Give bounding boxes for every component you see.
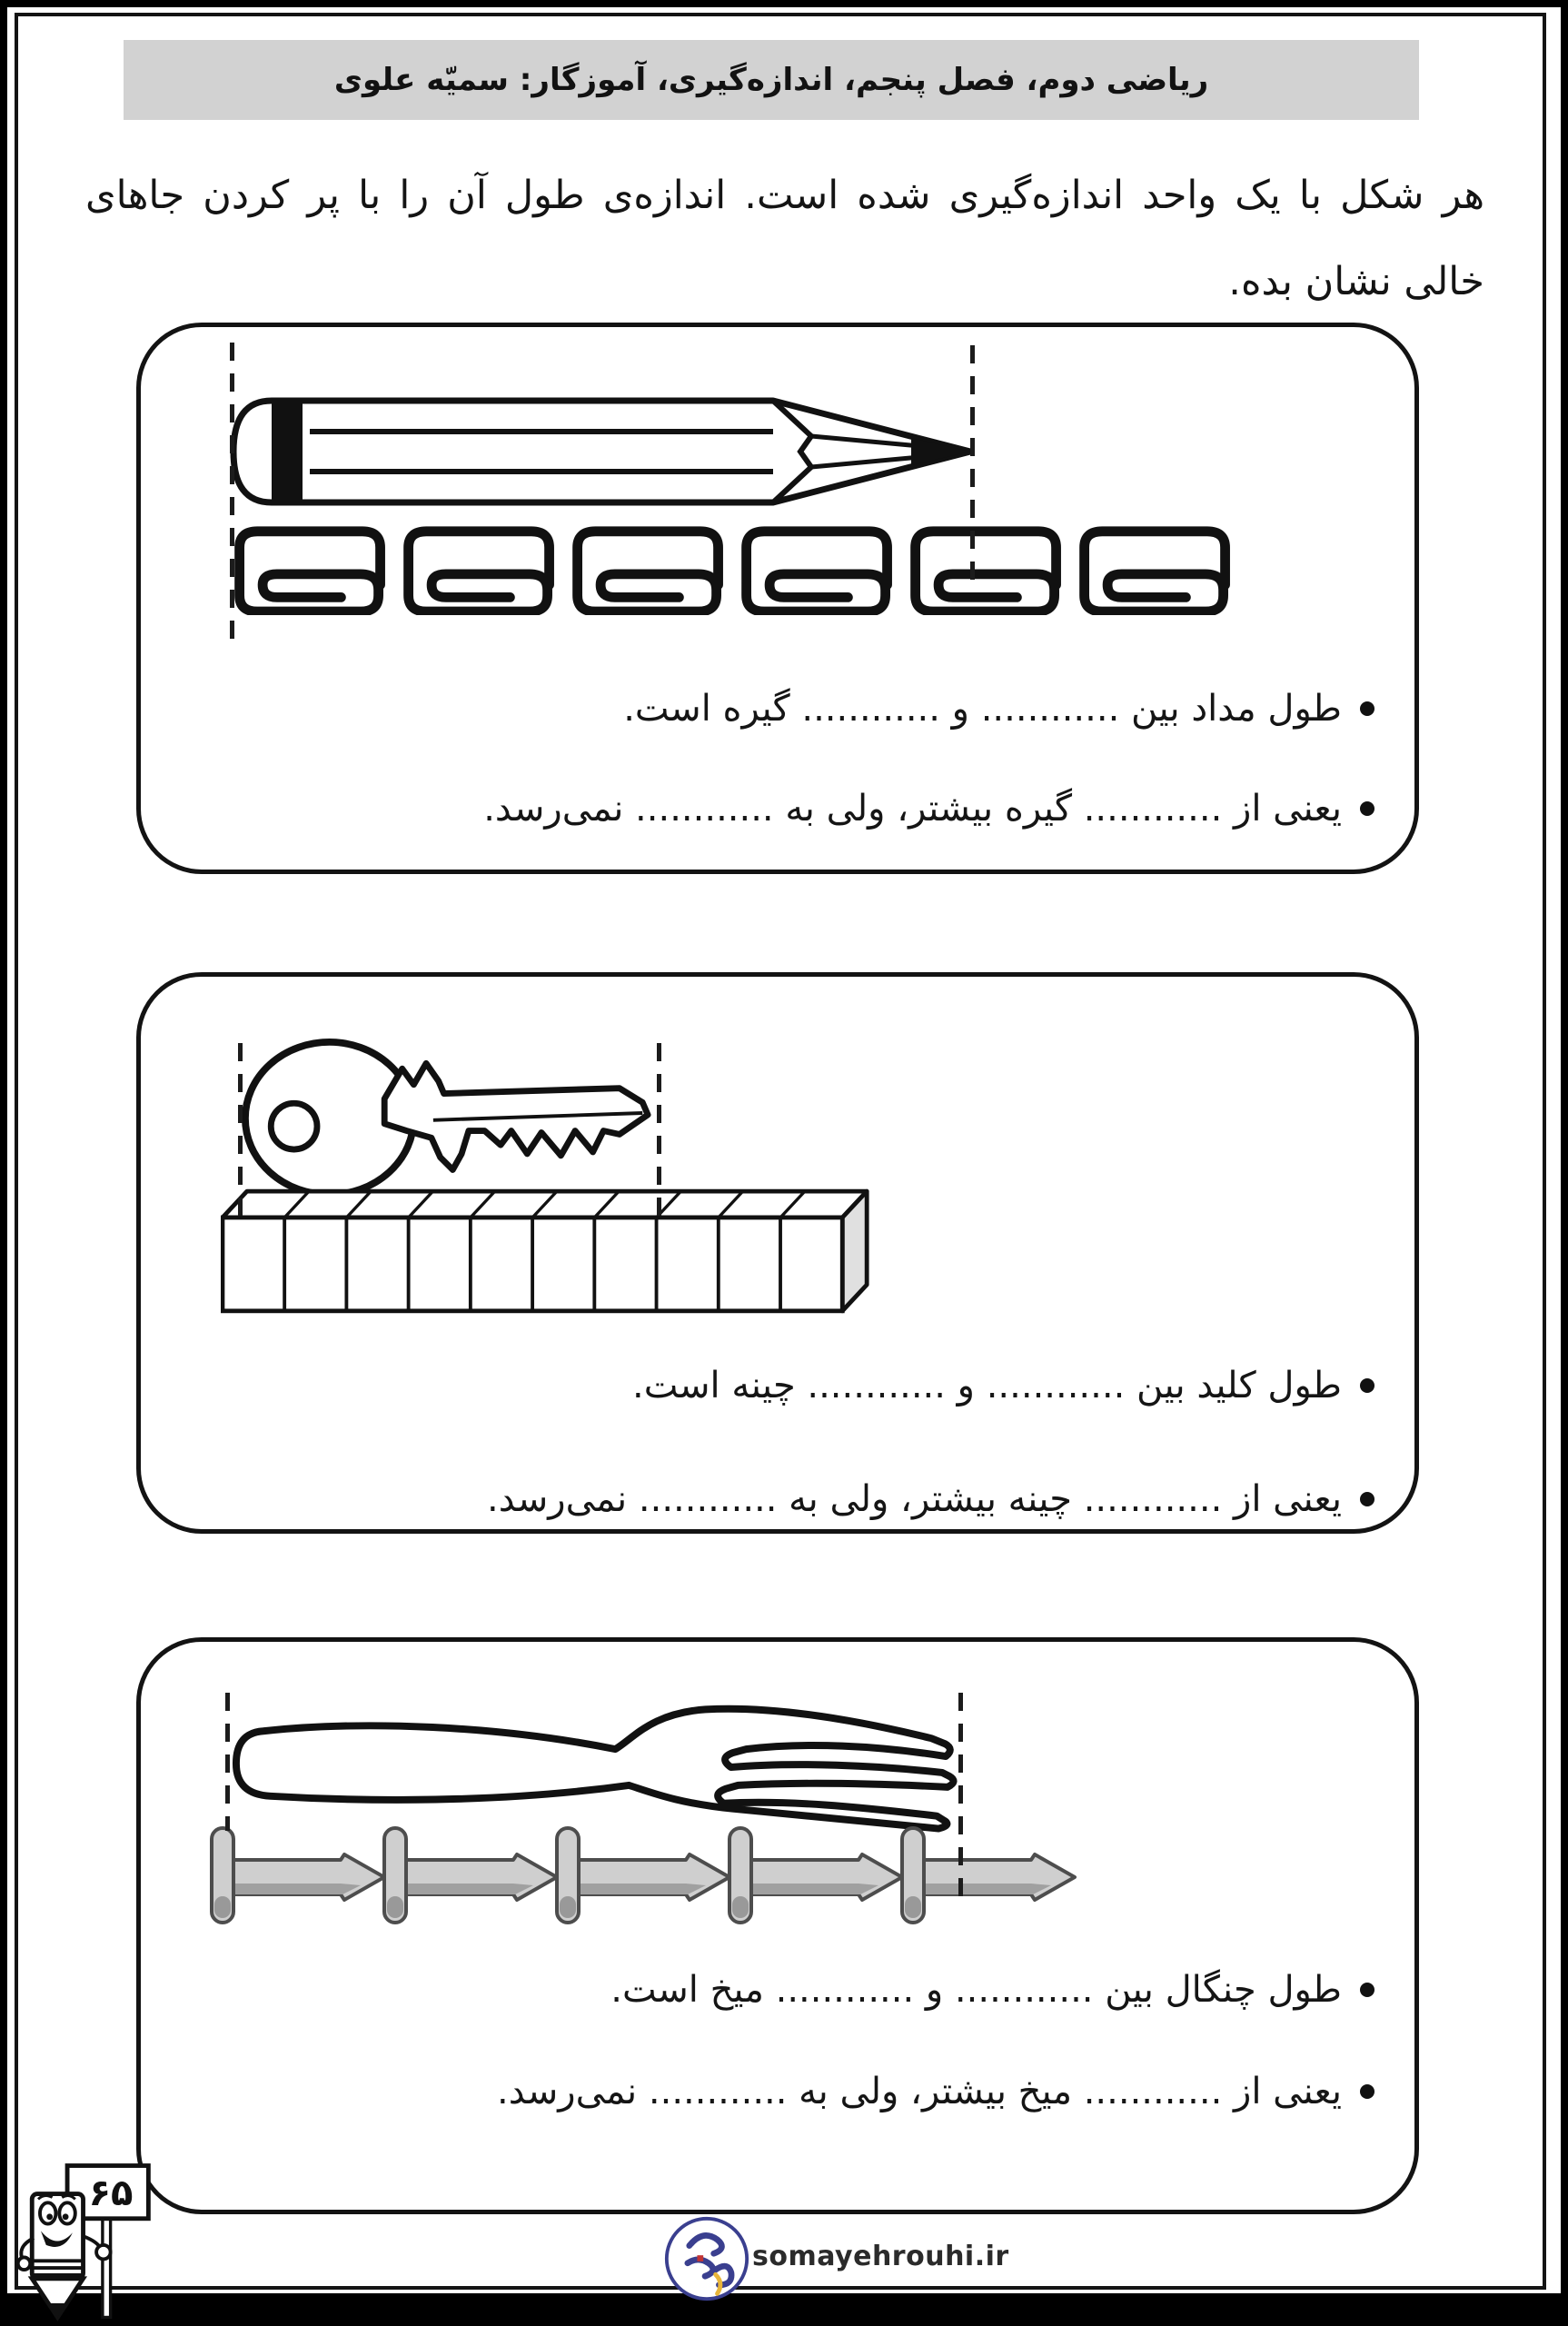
fork-outline xyxy=(236,1709,954,1829)
logo-red-accent xyxy=(697,2255,703,2261)
question-line xyxy=(610,1969,1374,2011)
pencil-eraser-band xyxy=(272,401,303,502)
mascot-left-hand xyxy=(18,2257,31,2270)
guide-line-right xyxy=(657,1043,661,1223)
question-line xyxy=(487,1478,1374,1520)
page-title: ریاضی دوم، فصل پنجم، اندازه‌گیری، آموزگار: سمیّه علوی xyxy=(333,62,1209,98)
nail-icon xyxy=(379,1825,561,1925)
guide-line-right xyxy=(970,345,975,591)
mascot-pupil xyxy=(46,2213,53,2220)
measure-box-fork xyxy=(136,1637,1419,2214)
paperclip-icon xyxy=(905,522,1074,615)
site-logo xyxy=(663,2215,750,2302)
nail-icon xyxy=(551,1825,733,1925)
guide-line-left xyxy=(238,1043,243,1216)
sign-stick xyxy=(103,2219,111,2318)
bullet-dot xyxy=(1360,2084,1374,2099)
pencil-body xyxy=(233,401,970,502)
measure-box-pencil xyxy=(136,323,1419,874)
nail-icon xyxy=(206,1825,388,1925)
key-hole xyxy=(271,1103,317,1149)
question-text: یعنی از ............ میخ بیشتر، ولی به ............ نمی‌رسد. xyxy=(497,2071,1342,2112)
paperclip-row xyxy=(229,522,1243,615)
fork-illustration xyxy=(227,1702,958,1834)
mascot-right-hand xyxy=(96,2245,111,2260)
paperclip-icon xyxy=(736,522,905,615)
instruction-text: هر شکل با یک واحد اندازه‌گیری شده است. اندازه‌ی طول آن را با پر کردن جاهای خالی نشان بده. xyxy=(85,173,1484,304)
bullet-dot xyxy=(1360,801,1374,816)
nail-icon xyxy=(724,1825,906,1925)
paperclip-icon xyxy=(1074,522,1243,615)
bullet-dot xyxy=(1360,1378,1374,1393)
question-text: طول کلید بین ............ و ............ چینه است. xyxy=(632,1365,1342,1407)
paperclip-icon xyxy=(567,522,736,615)
guide-line-left xyxy=(230,343,234,641)
paperclip-icon xyxy=(398,522,567,615)
question-text: یعنی از ............ چینه بیشتر، ولی به ............ نمی‌رسد. xyxy=(487,1478,1342,1520)
question-line xyxy=(483,788,1374,830)
question-text: یعنی از ............ گیره بیشتر، ولی به ............ نمی‌رسد. xyxy=(483,788,1342,830)
bullet-dot xyxy=(1360,1492,1374,1506)
bullet-dot xyxy=(1360,1983,1374,1997)
question-line xyxy=(497,2071,1374,2112)
blocks-illustration xyxy=(221,1186,893,1338)
question-text: طول مداد بین ............ و ............ گیره است. xyxy=(623,688,1342,730)
question-line xyxy=(632,1365,1374,1407)
site-url: somayehrouhi.ir xyxy=(752,2241,1009,2272)
pencil-illustration xyxy=(219,395,973,508)
page-number: ۶۵ xyxy=(88,2172,134,2214)
bullet-dot xyxy=(1360,701,1374,716)
measure-box-key xyxy=(136,972,1419,1534)
nail-icon xyxy=(897,1825,1078,1925)
paperclip-icon xyxy=(229,522,398,615)
question-text: طول چنگال بین ............ و ............ میخ است. xyxy=(610,1969,1342,2011)
guide-line-left xyxy=(225,1693,230,1831)
mascot-pupil xyxy=(63,2213,69,2220)
question-line xyxy=(623,688,1374,730)
mascot-eye xyxy=(40,2202,55,2223)
guide-line-right xyxy=(958,1693,963,1906)
header-bar xyxy=(124,40,1419,120)
